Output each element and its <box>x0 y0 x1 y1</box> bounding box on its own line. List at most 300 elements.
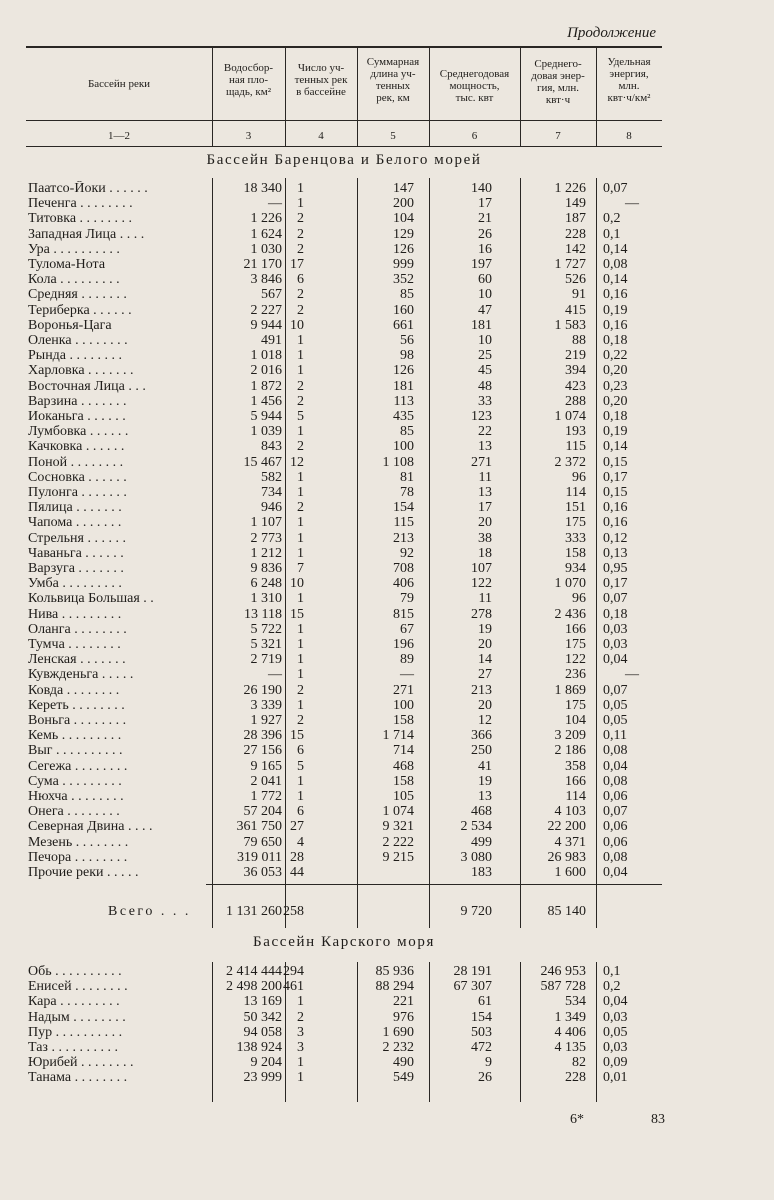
area: 1 107 <box>250 515 282 531</box>
total-length: 81 <box>400 469 414 485</box>
river-count: 1 <box>297 530 304 546</box>
table-row <box>0 789 774 804</box>
specific-energy: 0,01 <box>603 1070 628 1086</box>
area: 1 772 <box>250 789 282 804</box>
specific-energy: 0,15 <box>603 485 628 500</box>
mean-power: 10 <box>478 287 492 303</box>
table-row <box>0 318 774 333</box>
specific-energy: 0,05 <box>603 1024 628 1040</box>
table-row <box>0 804 774 819</box>
total-length: 160 <box>393 302 414 318</box>
header-specific: Удельная энергия, млн. квт·ч/км² <box>607 56 651 104</box>
area: 5 944 <box>250 409 282 424</box>
specific-energy: 0,06 <box>603 834 628 850</box>
total-length: 100 <box>393 697 414 713</box>
specific-energy: 0,03 <box>603 621 628 637</box>
mean-power: 27 <box>478 667 492 683</box>
mean-power: 11 <box>478 591 492 607</box>
total-mean-power: 9 720 <box>460 904 492 919</box>
mean-power: 472 <box>471 1040 492 1055</box>
table-row <box>0 455 774 470</box>
river-name: Восточная Лица . . . <box>28 378 146 394</box>
mean-energy: 1 349 <box>554 1009 586 1025</box>
table-row <box>0 333 774 348</box>
total-length: 976 <box>393 1009 414 1025</box>
river-name: Ура . . . . . . . . . . <box>28 241 120 257</box>
table-row <box>0 531 774 546</box>
total-length: 98 <box>400 348 414 364</box>
table-row <box>0 515 774 530</box>
area: 491 <box>261 333 282 348</box>
specific-energy: 0,13 <box>603 545 628 561</box>
area: 2 016 <box>250 363 282 379</box>
river-count: 44 <box>290 865 304 880</box>
table-row <box>0 652 774 667</box>
mean-energy: 1 070 <box>554 576 586 592</box>
area: 843 <box>261 439 282 455</box>
river-count: 1 <box>297 333 304 348</box>
river-name: Рында . . . . . . . . <box>28 348 123 364</box>
mean-power: 183 <box>471 865 492 880</box>
specific-energy: 0,07 <box>603 804 628 820</box>
total-length: 79 <box>400 591 414 607</box>
mean-power: 11 <box>478 469 492 485</box>
table-row <box>0 485 774 500</box>
river-name: Сума . . . . . . . . . <box>28 773 122 789</box>
river-count: 6 <box>297 804 304 820</box>
area: 2 719 <box>250 652 282 668</box>
river-count: 1 <box>297 773 304 789</box>
table-row <box>0 242 774 257</box>
mean-power: 33 <box>478 393 492 409</box>
mean-energy: 187 <box>565 211 586 227</box>
mean-power: 271 <box>471 454 492 470</box>
mean-power: 41 <box>478 758 492 774</box>
specific-energy: 0,11 <box>603 728 627 744</box>
river-count: 10 <box>290 576 304 592</box>
river-name: Иоканьга . . . . . . <box>28 409 126 424</box>
specific-energy: 0,17 <box>603 576 628 592</box>
total-length: 85 <box>400 287 414 303</box>
total-length: 9 215 <box>382 849 414 865</box>
table-row <box>0 500 774 515</box>
table-row <box>0 979 774 994</box>
mean-power: 17 <box>478 500 492 516</box>
river-count: 2 <box>297 302 304 318</box>
area: — <box>268 667 282 683</box>
river-count: 10 <box>290 317 304 333</box>
specific-energy: 0,18 <box>603 409 628 424</box>
total-length: 271 <box>393 682 414 698</box>
specific-energy: 0,16 <box>603 500 628 516</box>
specific-energy: 0,07 <box>603 591 628 607</box>
specific-energy: 0,04 <box>603 994 628 1010</box>
mean-energy: 358 <box>565 758 586 774</box>
table-row <box>0 1025 774 1040</box>
river-name: Качковка . . . . . . <box>28 439 125 455</box>
table-row <box>0 303 774 318</box>
mean-energy: 394 <box>565 363 586 379</box>
specific-energy: 0,22 <box>603 348 628 364</box>
total-length: 105 <box>393 789 414 804</box>
mean-power: 47 <box>478 302 492 318</box>
total-length: 213 <box>393 530 414 546</box>
specific-energy: — <box>625 196 639 212</box>
mean-power: 48 <box>478 378 492 394</box>
specific-energy: 0,16 <box>603 287 628 303</box>
specific-energy: 0,2 <box>603 211 621 227</box>
river-name: Варзуга . . . . . . . <box>28 561 124 576</box>
mean-energy: 22 200 <box>547 819 586 835</box>
column-number: 4 <box>318 130 324 142</box>
specific-energy: 0,16 <box>603 515 628 531</box>
area: 1 456 <box>250 393 282 409</box>
mean-energy: 1 869 <box>554 682 586 698</box>
mean-power: 20 <box>478 515 492 531</box>
table-row <box>0 835 774 850</box>
specific-energy: 0,14 <box>603 272 628 288</box>
total-mean-energy: 85 140 <box>547 904 586 919</box>
total-length: 1 108 <box>382 454 414 470</box>
table-row <box>0 546 774 561</box>
column-number: 7 <box>555 130 561 142</box>
mean-power: 61 <box>478 994 492 1010</box>
river-name: Кувжденьга . . . . . <box>28 667 134 683</box>
column-number-rule <box>26 146 662 147</box>
river-name: Ленская . . . . . . . <box>28 652 126 668</box>
area: 1 624 <box>250 226 282 242</box>
total-length: 88 294 <box>375 979 414 995</box>
total-length: 129 <box>393 226 414 242</box>
total-length: 126 <box>393 363 414 379</box>
river-count: 1 <box>297 1070 304 1086</box>
total-length: 1 714 <box>382 728 414 744</box>
area: 1 030 <box>250 241 282 257</box>
area: 946 <box>261 500 282 516</box>
mean-energy: 934 <box>565 561 586 576</box>
mean-energy: 142 <box>565 241 586 257</box>
specific-energy: 0,05 <box>603 697 628 713</box>
specific-energy: 0,07 <box>603 181 628 196</box>
mean-energy: 1 226 <box>554 181 586 196</box>
mean-energy: 333 <box>565 530 586 546</box>
mean-energy: 91 <box>572 287 586 303</box>
river-name: Лумбовка . . . . . . <box>28 424 129 440</box>
total-length: 181 <box>393 378 414 394</box>
specific-energy: 0,03 <box>603 637 628 652</box>
river-name: Выг . . . . . . . . . . <box>28 743 123 759</box>
river-count: 1 <box>297 196 304 212</box>
area: 21 170 <box>243 257 282 272</box>
mean-energy: 2 372 <box>554 454 586 470</box>
area: 9 204 <box>250 1055 282 1071</box>
mean-energy: 96 <box>572 591 586 607</box>
specific-energy: 0,07 <box>603 682 628 698</box>
river-name: Нива . . . . . . . . . <box>28 606 122 622</box>
river-count: 2 <box>297 713 304 728</box>
mean-power: 250 <box>471 743 492 759</box>
river-count: 1 <box>297 424 304 440</box>
mean-energy: 4 135 <box>554 1040 586 1055</box>
river-count: 1 <box>297 667 304 683</box>
river-count: 3 <box>297 1024 304 1040</box>
column-number: 1—2 <box>108 130 130 142</box>
table-row <box>0 379 774 394</box>
mean-energy: 175 <box>565 697 586 713</box>
table-row <box>0 424 774 439</box>
mean-power: 45 <box>478 363 492 379</box>
table-row <box>0 637 774 652</box>
specific-energy: — <box>625 667 639 683</box>
river-count: 1 <box>297 621 304 637</box>
column-number: 5 <box>390 130 396 142</box>
total-length: 158 <box>393 713 414 728</box>
area: 57 204 <box>243 804 282 820</box>
area: 582 <box>261 469 282 485</box>
river-name: Кара . . . . . . . . . <box>28 994 120 1010</box>
mean-power: 140 <box>471 181 492 196</box>
mean-power: 20 <box>478 697 492 713</box>
area: 1 872 <box>250 378 282 394</box>
area: 2 414 444 <box>226 964 282 979</box>
area: 2 041 <box>250 773 282 789</box>
column-number: 3 <box>245 130 252 142</box>
total-length: 9 321 <box>382 819 414 835</box>
table-row <box>0 272 774 287</box>
section-title: Бассейн Карского моря <box>253 934 435 950</box>
table-row <box>0 196 774 211</box>
mean-power: 213 <box>471 682 492 698</box>
table-row <box>0 348 774 363</box>
mean-energy: 534 <box>565 994 586 1010</box>
area: 1 310 <box>250 591 282 607</box>
area: 2 227 <box>250 302 282 318</box>
mean-power: 26 <box>478 1070 492 1086</box>
river-count: 15 <box>290 606 304 622</box>
specific-energy: 0,03 <box>603 1040 628 1055</box>
river-name: Ковда . . . . . . . . <box>28 682 120 698</box>
river-name: Северная Двина . . . . <box>28 819 153 835</box>
specific-energy: 0,06 <box>603 819 628 835</box>
specific-energy: 0,1 <box>603 964 621 979</box>
area: 3 846 <box>250 272 282 288</box>
total-length: 196 <box>393 637 414 652</box>
area: 1 226 <box>250 211 282 227</box>
mean-energy: 4 371 <box>554 834 586 850</box>
area: 1 927 <box>250 713 282 728</box>
specific-energy: 0,2 <box>603 979 621 995</box>
river-name: Пулонга . . . . . . . <box>28 485 127 500</box>
mean-power: 26 <box>478 226 492 242</box>
mean-energy: 158 <box>565 545 586 561</box>
total-length: 2 232 <box>382 1040 414 1055</box>
total-length: 78 <box>400 485 414 500</box>
river-name: Тулома-Нота <box>28 257 106 272</box>
mean-power: 14 <box>478 652 492 668</box>
river-name: Чаваньга . . . . . . <box>28 545 124 561</box>
total-length: 113 <box>393 393 414 409</box>
mean-energy: 166 <box>565 621 586 637</box>
river-name: Пур . . . . . . . . . . <box>28 1024 123 1040</box>
river-count: 1 <box>297 652 304 668</box>
area: 1 212 <box>250 545 282 561</box>
mean-power: 17 <box>478 196 492 212</box>
specific-energy: 0,15 <box>603 454 628 470</box>
specific-energy: 0,18 <box>603 606 628 622</box>
total-length: 115 <box>393 515 414 531</box>
total-length: 154 <box>393 500 414 516</box>
river-name: Титовка . . . . . . . . <box>28 211 133 227</box>
table-row <box>0 607 774 622</box>
table-row <box>0 363 774 378</box>
column-number: 8 <box>626 130 632 142</box>
specific-energy: 0,20 <box>603 363 628 379</box>
area: 36 053 <box>243 865 282 880</box>
specific-energy: 0,04 <box>603 652 628 668</box>
total-length: 708 <box>393 561 414 576</box>
specific-energy: 0,17 <box>603 469 628 485</box>
river-count: 2 <box>297 211 304 227</box>
specific-energy: 0,12 <box>603 530 628 546</box>
area: 2 773 <box>250 530 282 546</box>
river-name: Териберка . . . . . . <box>28 302 132 318</box>
total-length: 147 <box>393 181 414 196</box>
area: 79 650 <box>243 834 282 850</box>
river-count: 2 <box>297 1009 304 1025</box>
river-name: Паатсо-Йоки . . . . . . <box>28 181 148 196</box>
river-count: 27 <box>290 819 304 835</box>
specific-energy: 0,09 <box>603 1055 628 1071</box>
river-count: 5 <box>297 409 304 424</box>
specific-energy: 0,19 <box>603 424 628 440</box>
area: 6 248 <box>250 576 282 592</box>
mean-energy: 4 103 <box>554 804 586 820</box>
table-row <box>0 211 774 226</box>
river-count: 1 <box>297 591 304 607</box>
continuation-label: Продолжение <box>567 25 656 41</box>
total-rule <box>206 884 662 885</box>
total-length: 221 <box>393 994 414 1010</box>
table-top-rule <box>26 46 662 48</box>
area: 734 <box>261 485 282 500</box>
mean-power: 18 <box>478 545 492 561</box>
specific-energy: 0,1 <box>603 226 621 242</box>
specific-energy: 0,23 <box>603 378 628 394</box>
river-count: 4 <box>297 834 304 850</box>
mean-power: 20 <box>478 637 492 652</box>
header-count: Число уч- тенных рек в бассейне <box>294 62 348 98</box>
total-length: 100 <box>393 439 414 455</box>
table-row <box>0 409 774 424</box>
total-length: 352 <box>393 272 414 288</box>
table-row <box>0 227 774 242</box>
total-length: 89 <box>400 652 414 668</box>
total-length: 549 <box>393 1070 414 1086</box>
river-count: 2 <box>297 393 304 409</box>
total-length: 158 <box>393 773 414 789</box>
specific-energy: 0,04 <box>603 865 628 880</box>
total-length: 714 <box>393 743 414 759</box>
river-name: Варзина . . . . . . . <box>28 393 127 409</box>
river-count: 28 <box>290 849 304 865</box>
mean-power: 25 <box>478 348 492 364</box>
mean-energy: 2 436 <box>554 606 586 622</box>
river-count: 6 <box>297 272 304 288</box>
river-name: Кемь . . . . . . . . . <box>28 728 122 744</box>
river-name: Обь . . . . . . . . . . <box>28 964 122 979</box>
mean-power: 13 <box>478 485 492 500</box>
total-length: 1 690 <box>382 1024 414 1040</box>
total-length: 92 <box>400 545 414 561</box>
table-row <box>0 1070 774 1085</box>
area: 28 396 <box>243 728 282 744</box>
river-name: Западная Лица . . . . <box>28 226 145 242</box>
river-name: Кола . . . . . . . . . <box>28 272 120 288</box>
river-count: 1 <box>297 1055 304 1071</box>
total-length: 67 <box>400 621 414 637</box>
page-number: 83 <box>651 1112 665 1127</box>
area: — <box>268 196 282 212</box>
mean-power: 28 191 <box>453 964 492 979</box>
mean-power: 503 <box>471 1024 492 1040</box>
total-length: — <box>400 667 414 683</box>
table-row <box>0 994 774 1009</box>
header-length: Суммарная длина уч- тенных рек, км <box>366 56 420 104</box>
river-name: Прочие реки . . . . . <box>28 865 139 880</box>
river-count: 461 <box>283 979 304 995</box>
mean-energy: 122 <box>565 652 586 668</box>
mean-power: 10 <box>478 333 492 348</box>
mean-power: 13 <box>478 439 492 455</box>
mean-energy: 26 983 <box>547 849 586 865</box>
mean-energy: 193 <box>565 424 586 440</box>
mean-energy: 115 <box>565 439 586 455</box>
mean-power: 19 <box>478 773 492 789</box>
mean-energy: 228 <box>565 226 586 242</box>
area: 9 165 <box>250 758 282 774</box>
river-count: 7 <box>297 561 304 576</box>
river-name: Умба . . . . . . . . . <box>28 576 122 592</box>
mean-power: 13 <box>478 789 492 804</box>
mean-energy: 1 600 <box>554 865 586 880</box>
river-name: Поной . . . . . . . . <box>28 454 124 470</box>
mean-energy: 114 <box>565 789 586 804</box>
specific-energy: 0,08 <box>603 773 628 789</box>
mean-energy: 2 186 <box>554 743 586 759</box>
river-name: Харловка . . . . . . . <box>28 363 134 379</box>
mean-power: 366 <box>471 728 492 744</box>
mean-power: 499 <box>471 834 492 850</box>
total-length: 999 <box>393 257 414 272</box>
river-count: 1 <box>297 637 304 652</box>
river-name: Воронья-Цага <box>28 317 112 333</box>
area: 15 467 <box>243 454 282 470</box>
total-length: 406 <box>393 576 414 592</box>
mean-power: 22 <box>478 424 492 440</box>
total-length: 815 <box>393 606 414 622</box>
river-count: 1 <box>297 181 304 196</box>
specific-energy: 0,19 <box>603 302 628 318</box>
river-count: 1 <box>297 994 304 1010</box>
mean-power: 468 <box>471 804 492 820</box>
mean-energy: 288 <box>565 393 586 409</box>
specific-energy: 0,06 <box>603 789 628 804</box>
table-row <box>0 591 774 606</box>
header-basin: Бассейн реки <box>87 78 151 90</box>
area: 319 011 <box>237 849 282 865</box>
mean-power: 122 <box>471 576 492 592</box>
specific-energy: 0,18 <box>603 333 628 348</box>
